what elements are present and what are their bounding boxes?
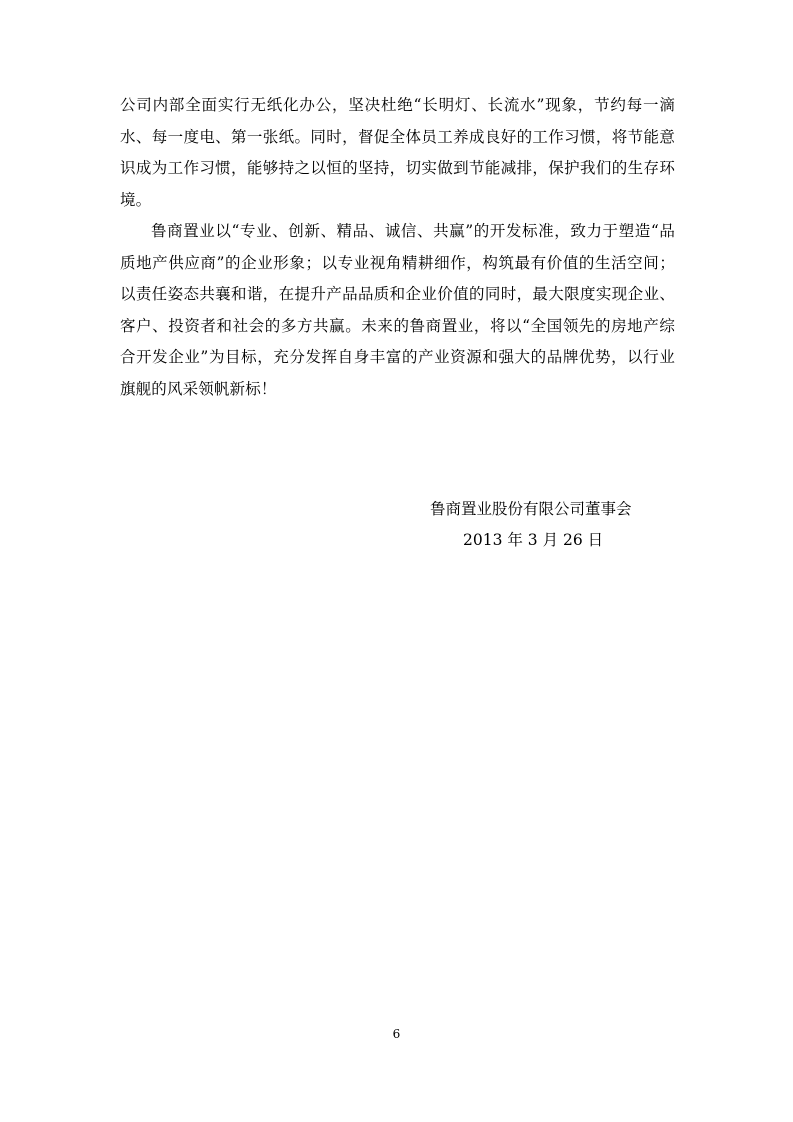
signature-block [400, 494, 660, 556]
body-text [120, 90, 675, 405]
paragraph-company-vision: 鲁商置业以“专业、创新、精品、诚信、共赢”的开发标准，致力于塑造“品质地产供应商”的企业形象；以专业视角精耕细作，构筑最有价值的生活空间；以责任姿态共襄和谐，在提升产品品质和企业价值的同时，最大限度实现企业、客户、投资者和社会的多方共赢。未来的鲁商置业，将以“全国领先的房地产综合开发企业”为目标，充分发挥自身丰富的产业资源和强大的品牌优势，以行业旗舰的风采领帆新标！ [120, 222, 675, 398]
signature-organization: 鲁商置业股份有限公司董事会 [430, 500, 632, 518]
signature-date: 2013 年 3 月 26 日 [463, 531, 604, 549]
page-number: 6 [392, 1027, 401, 1041]
paragraph-continuation: 公司内部全面实行无纸化办公，坚决杜绝“长明灯、长流水”现象，节约每一滴水、每一度电、第一张纸。同时，督促全体员工养成良好的工作习惯，将节能意识成为工作习惯，能够持之以恒的坚持，切实做到节能减排，保护我们的生存环境。 [120, 96, 675, 209]
